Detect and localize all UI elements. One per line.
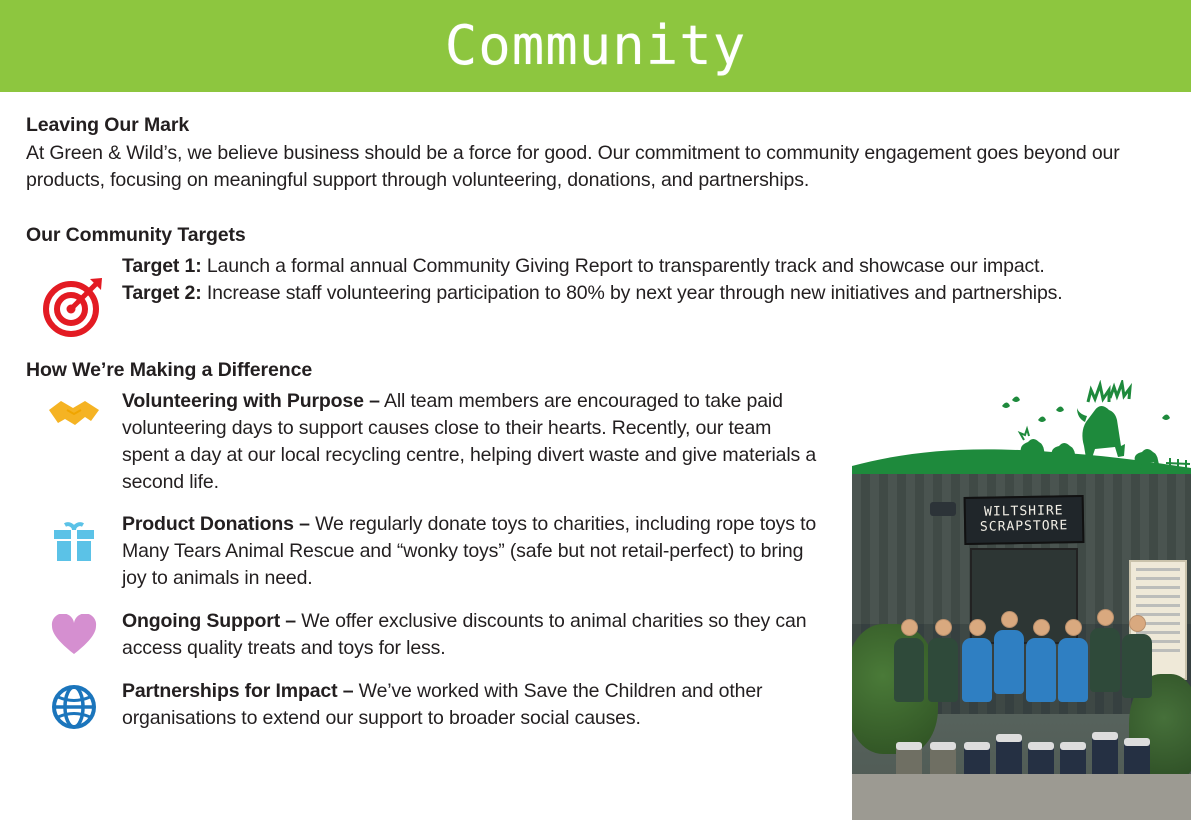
- photo-person: [1090, 609, 1120, 780]
- leaving-our-mark-body: At Green & Wild’s, we believe business should be a force for good. Our commitment to community engagement goes beyond our products, focusing on meaningful support through volunteering, donations, and partnerships.: [26, 142, 1120, 191]
- photo-block: [852, 380, 1191, 840]
- list-item-body: All team members are encouraged to take paid volunteering days to support causes close to their hearts. Recently, our team spent a day at our local recycling centre, helping divert waste and give materials a second life.: [122, 389, 817, 493]
- targets-block: [26, 253, 1161, 337]
- target-icon: [26, 253, 122, 337]
- photo-person: [962, 619, 992, 790]
- target-2-label: Target 2:: [122, 281, 202, 304]
- target-1-text: Launch a formal annual Community Giving Report to transparently track and showcase our impact.: [201, 254, 1045, 277]
- page-title: Community: [444, 14, 747, 77]
- targets-text: [122, 253, 1063, 307]
- photo-sign-line-1: WILTSHIRE: [983, 503, 1064, 520]
- team-photo: [852, 474, 1191, 820]
- list-item-label: Product Donations –: [122, 513, 310, 536]
- list-item-text: [122, 608, 822, 662]
- photo-person: [1026, 619, 1056, 790]
- photo-person: [1122, 615, 1152, 786]
- photo-people-group: [852, 590, 1191, 790]
- globe-icon: [26, 678, 122, 730]
- gift-icon: [26, 511, 122, 563]
- heart-icon: [26, 608, 122, 656]
- handshake-icon: [26, 388, 122, 434]
- target-1-line: [122, 253, 1063, 280]
- photo-person: [894, 619, 924, 790]
- photo-sign-line-2: SCRAPSTORE: [979, 518, 1069, 535]
- list-item-text: [122, 678, 822, 732]
- photo-wall-lamp: [930, 502, 956, 516]
- section-heading-leaving-our-mark: Leaving Our Mark: [26, 114, 190, 136]
- section-heading-community-targets: Our Community Targets: [26, 223, 246, 246]
- target-2-text: Increase staff volunteering participation to 80% by next year through new initiatives and partnerships.: [201, 281, 1063, 304]
- list-item-body: We’ve worked with Save the Children and other organisations to extend our support to broader social causes.: [122, 679, 763, 729]
- photo-person: [994, 611, 1024, 782]
- target-1-label: Target 1:: [122, 254, 202, 277]
- list-item-label: Partnerships for Impact –: [122, 679, 354, 702]
- list-item-body: We regularly donate toys to charities, including rope toys to Many Tears Animal Rescue and “wonky toys” (safe but not retail-perfect) to bring joy to animals in need.: [122, 513, 817, 590]
- list-item-text: [122, 388, 822, 496]
- photo-person: [1058, 619, 1088, 790]
- list-item-body: We offer exclusive discounts to animal charities so they can access quality treats and toys for less.: [122, 610, 807, 660]
- list-item-text: [122, 511, 822, 592]
- section-heading-making-a-difference: How We’re Making a Difference: [26, 358, 313, 381]
- target-2-line: [122, 280, 1063, 307]
- deer-silhouette-artwork: [852, 380, 1191, 485]
- list-item-label: Ongoing Support –: [122, 610, 297, 633]
- page-banner: [0, 0, 1191, 92]
- photo-ground: [852, 774, 1191, 820]
- photo-shop-sign: [964, 495, 1085, 545]
- photo-person: [928, 619, 958, 790]
- list-item-label: Volunteering with Purpose –: [122, 389, 380, 412]
